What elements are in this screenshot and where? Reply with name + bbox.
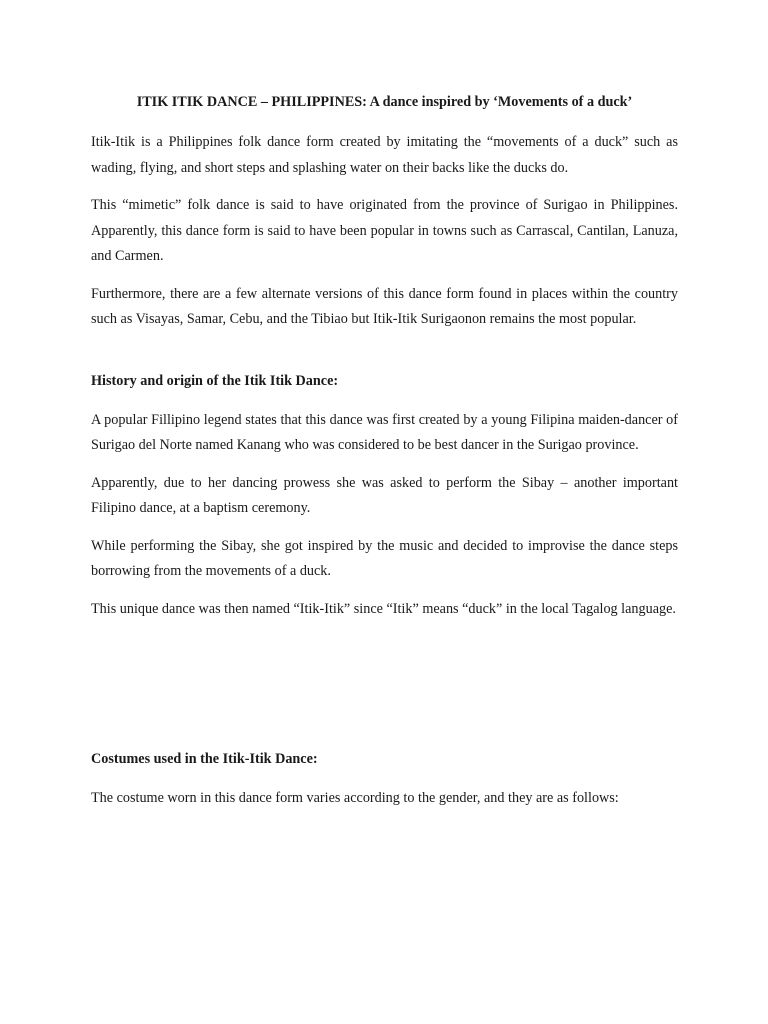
document-page [91, 92, 678, 824]
history-paragraph-1: A popular Fillipino legend states that this dance was first created by a young Filipina maiden-dancer of Surigao del Norte named Kanang who was considered to be best dancer in the Surigao province. [91, 411, 678, 453]
intro-paragraph-1: Itik-Itik is a Philippines folk dance form created by imitating the “movements of a duck” such as wading, flying, and short steps and splashing water on their backs like the ducks do. [91, 134, 678, 176]
spacer [91, 345, 678, 371]
history-paragraph-3: While performing the Sibay, she got inspired by the music and decided to improvise the dance steps borrowing from the movements of a duck. [91, 537, 678, 579]
history-paragraph-2: Apparently, due to her dancing prowess she was asked to perform the Sibay – another important Filipino dance, at a baptism ceremony. [91, 474, 678, 516]
spacer [91, 634, 678, 749]
costumes-paragraph-1: The costume worn in this dance form varies according to the gender, and they are as follows: [91, 790, 619, 806]
costumes-heading: Costumes used in the Itik-Itik Dance: [91, 751, 318, 767]
history-paragraph-4: This unique dance was then named “Itik-Itik” since “Itik” means “duck” in the local Tagalog language. [91, 600, 676, 617]
intro-paragraph-2: This “mimetic” folk dance is said to have originated from the province of Surigao in Philippines. Apparently, this dance form is said to have been popular in towns such as Carrascal, Cantilan, Lanuza, and Carmen. [91, 197, 678, 264]
intro-paragraph-3: Furthermore, there are a few alternate versions of this dance form found in places within the country such as Visayas, Samar, Cebu, and the Tibiao but Itik-Itik Surigaonon remains the most popular. [91, 285, 678, 327]
history-heading: History and origin of the Itik Itik Dance: [91, 372, 339, 389]
document-title: ITIK ITIK DANCE – PHILIPPINES: A dance inspired by ‘Movements of a duck’ [136, 94, 633, 110]
